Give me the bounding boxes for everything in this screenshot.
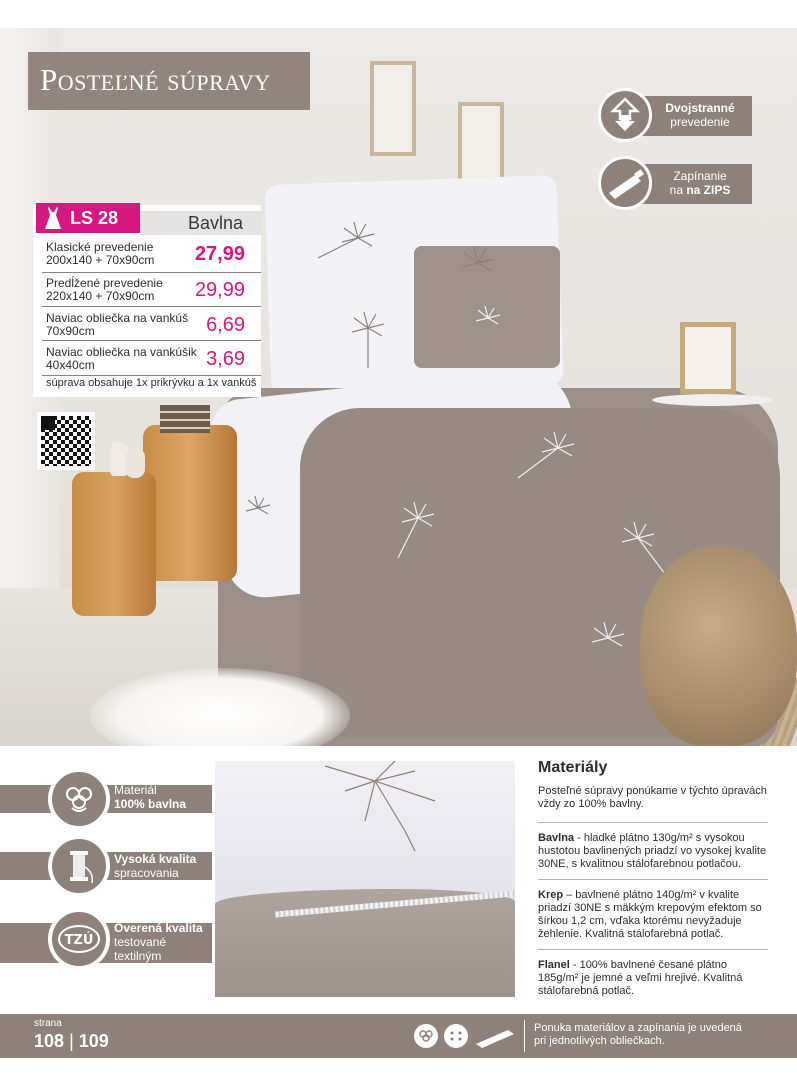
zipper-icon bbox=[598, 156, 652, 210]
feature-line1: Vysoká kvalita bbox=[114, 852, 197, 866]
tzu-certificate-icon bbox=[48, 908, 110, 970]
product-code: LS 28 bbox=[70, 208, 119, 228]
material-name: Bavlna bbox=[188, 213, 244, 233]
feature-line1: Materiál bbox=[114, 783, 157, 797]
material-item: Flanel - 100% bavlnené česané plátno 185g/m² je jemné a veľmi hrejivé. Kvalitná stálofarebná potlač. bbox=[538, 949, 768, 1006]
material-header bbox=[140, 211, 261, 235]
feature-line2: 100% bavlna bbox=[114, 797, 187, 811]
button-icon bbox=[444, 1024, 468, 1048]
knitted-pouf bbox=[640, 546, 797, 746]
feature-line2: na ZIPS bbox=[686, 183, 731, 197]
footer-divider bbox=[524, 1020, 525, 1052]
footer-bar bbox=[0, 1014, 797, 1058]
material-item: Bavlna - hladké plátno 130g/m² s vysokou hustotou bavlinených priadzí vo vysokej kvalite 30NE, s kvalitnou stálofarebnou potlačou. bbox=[538, 822, 768, 879]
row-label: Naviac obliečka na vankúš bbox=[46, 311, 189, 325]
table-frame bbox=[680, 322, 736, 394]
row-label: Klasické prevedenie bbox=[46, 240, 154, 254]
page-label: strana bbox=[34, 1018, 62, 1029]
row-size: 220x140 + 70x90cm bbox=[46, 289, 155, 303]
row-label: Naviac obliečka na vankúšik bbox=[46, 345, 197, 359]
books bbox=[160, 405, 210, 433]
row-label: Predĺžené prevedenie bbox=[46, 276, 163, 290]
title-banner bbox=[28, 52, 310, 110]
dress-icon bbox=[44, 206, 62, 230]
row-price: 6,69 bbox=[206, 314, 245, 336]
vase bbox=[125, 448, 145, 478]
feature-line2: prevedenie bbox=[670, 115, 730, 129]
zipper-closeup-photo bbox=[215, 761, 515, 997]
feature-line2: testované textilným bbox=[114, 935, 167, 963]
reversible-arrows-icon bbox=[598, 88, 652, 142]
thread-spool-icon bbox=[48, 835, 110, 897]
side-table bbox=[652, 394, 772, 406]
cotton-flower-icon bbox=[414, 1024, 438, 1048]
row-price: 29,99 bbox=[194, 279, 245, 301]
price-row bbox=[42, 341, 261, 376]
materials-section bbox=[538, 759, 768, 1006]
feature-zipper: Zapínanie na na ZIPS bbox=[612, 164, 752, 204]
feature-line1: Overená kvalita bbox=[114, 921, 203, 935]
material-item: Krep – bavlnené plátno 140g/m² v kvalite priadzí 30NE s mäkkým krepovým efektom so šírkou 1,2 cm, vďaka ktorému nevyžaduje žehlenie. Kvalitná stálofarebná potlač. bbox=[538, 879, 768, 949]
materials-intro: Posteľné súpravy ponúkame v týchto úpravách vždy zo 100% bavlny. bbox=[538, 785, 767, 810]
row-price: 3,69 bbox=[206, 348, 245, 370]
dandelion-print bbox=[305, 761, 515, 881]
product-code-badge bbox=[36, 203, 140, 233]
feature-line3: skúšobným ústavom bbox=[114, 963, 175, 991]
tzu-badge-text: TZÚ bbox=[64, 933, 94, 948]
qr-code[interactable] bbox=[37, 412, 95, 470]
wooden-stool bbox=[72, 472, 156, 616]
zipper-icon bbox=[476, 1030, 514, 1048]
wall-frame bbox=[370, 61, 416, 156]
footer-note: Ponuka materiálov a zapínania je uvedená pri jednotlivých obliečkach. bbox=[534, 1022, 742, 1047]
set-note: súprava obsahuje 1x prikrývku a 1x vankúš bbox=[46, 377, 257, 389]
row-size: 40x40cm bbox=[46, 358, 95, 372]
price-row bbox=[42, 237, 261, 273]
price-row bbox=[42, 273, 261, 307]
page-title: Posteľné súpravy bbox=[40, 62, 271, 97]
cotton-flower-icon bbox=[48, 768, 110, 830]
wooden-stool bbox=[143, 425, 237, 581]
feature-line1: Dvojstranné bbox=[665, 101, 735, 115]
page-numbers: 108 | 109 bbox=[34, 1031, 109, 1051]
materials-title: Materiály bbox=[538, 759, 608, 776]
feature-line2: spracovania bbox=[114, 866, 179, 880]
row-price: 27,99 bbox=[194, 243, 245, 265]
feature-line1: Zapínanie bbox=[673, 169, 727, 183]
price-row bbox=[42, 307, 261, 341]
row-size: 70x90cm bbox=[46, 324, 95, 338]
footer-icons bbox=[412, 1022, 522, 1050]
row-size: 200x140 + 70x90cm bbox=[46, 253, 155, 267]
